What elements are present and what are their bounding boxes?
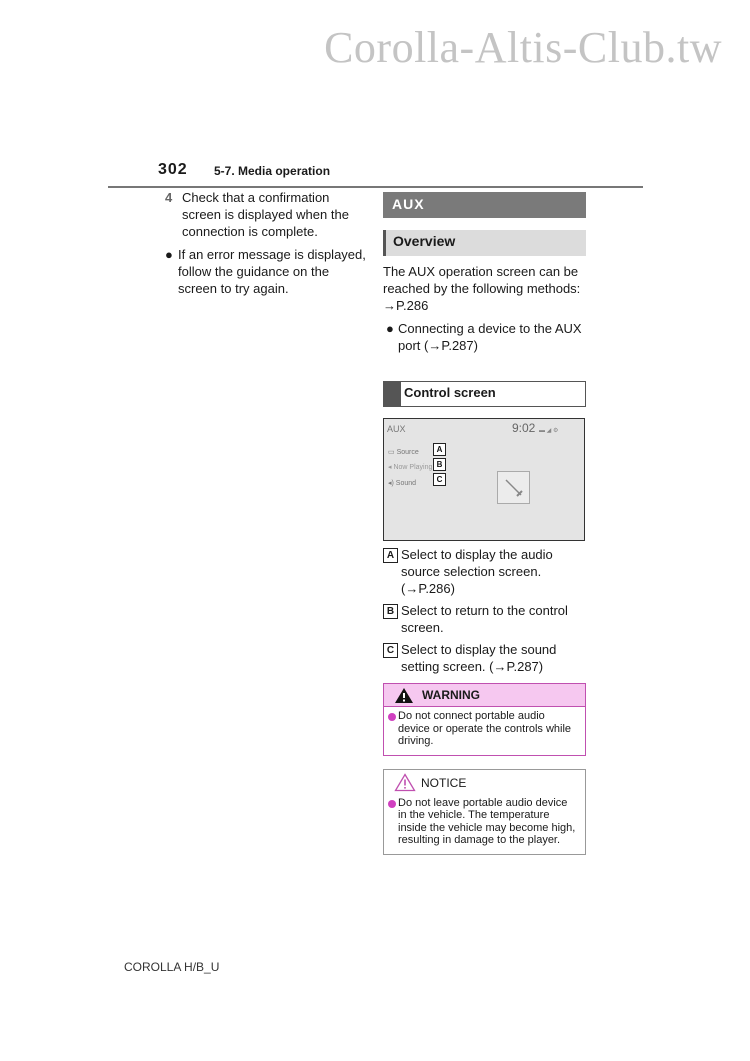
aux-screen-image [383,418,585,541]
notice-header [384,770,585,794]
aux-heading: AUX [383,192,586,218]
notice-triangle-icon [394,773,416,796]
callout-c [383,641,586,675]
overview-bullet [383,320,586,354]
overview-text: The AUX operation screen can be reached by the following methods: →P.286 [383,264,581,313]
screen-sound-item: ◂) Sound [388,480,417,487]
bullet-item [162,246,367,297]
notice-text: Do not leave portable audio device in the vehicle. The temperature inside the vehicle may become high, resulting in damage to the player. [398,796,576,846]
screen-title: AUX [387,424,406,434]
bullet-icon [388,713,396,721]
left-column [162,189,367,297]
warning-triangle-icon [394,687,414,708]
callout-a-text: Select to display the audio source selection screen. (→P.286) [401,547,553,596]
callout-b-box: B [433,458,446,471]
notice-title: NOTICE [421,775,467,790]
screen-source-item: ▭ Source [388,449,419,456]
status-icons: ▬ ◢ ⚙ [539,428,559,434]
warning-body [384,707,585,755]
callout-c-tag: C [383,643,398,658]
callout-c-box: C [433,473,446,486]
callout-b [383,602,586,636]
callout-b-tag: B [383,604,398,619]
page-number: 302 [158,161,188,178]
watermark: Corolla-Altis-Club.tw [324,23,722,72]
callout-b-text: Select to return to the control screen. [401,603,568,635]
aux-cable-icon [497,471,530,504]
warning-text: Do not connect portable audio device or operate the controls while driving. [398,710,572,747]
warning-box [383,683,586,756]
callout-a-box: A [433,443,446,456]
control-screen-label: Control screen [404,385,496,400]
bullet-text: If an error message is displayed, follow the guidance on the screen to try again. [178,247,366,296]
screen-now-playing-item: ◂ Now Playing [388,464,433,471]
step-text: Check that a confirmation screen is displayed when the connection is complete. [182,190,349,239]
notice-box [383,769,586,855]
bullet-icon: ● [165,247,173,262]
callout-a [383,546,586,597]
notice-body [384,794,585,854]
section-title: 5-7. Media operation [214,164,331,178]
step-number: 4 [165,190,173,205]
right-column [383,192,586,855]
warning-header [384,684,585,707]
step-item [162,189,367,240]
warning-title: WARNING [422,688,480,702]
screen-time: 9:02 [512,421,536,435]
overview-heading: Overview [383,230,586,256]
page-header [108,160,643,188]
control-screen-heading [383,381,586,407]
heading-marker [384,382,401,406]
bullet-icon [388,800,396,808]
callout-c-text: Select to display the sound setting screen. (→P.287) [401,642,557,674]
footer-model: COROLLA H/B_U [124,960,220,974]
callout-a-tag: A [383,548,398,563]
bullet-icon: ● [386,321,394,336]
overview-bullet-text: Connecting a device to the AUX port (→P.287) [398,321,582,353]
